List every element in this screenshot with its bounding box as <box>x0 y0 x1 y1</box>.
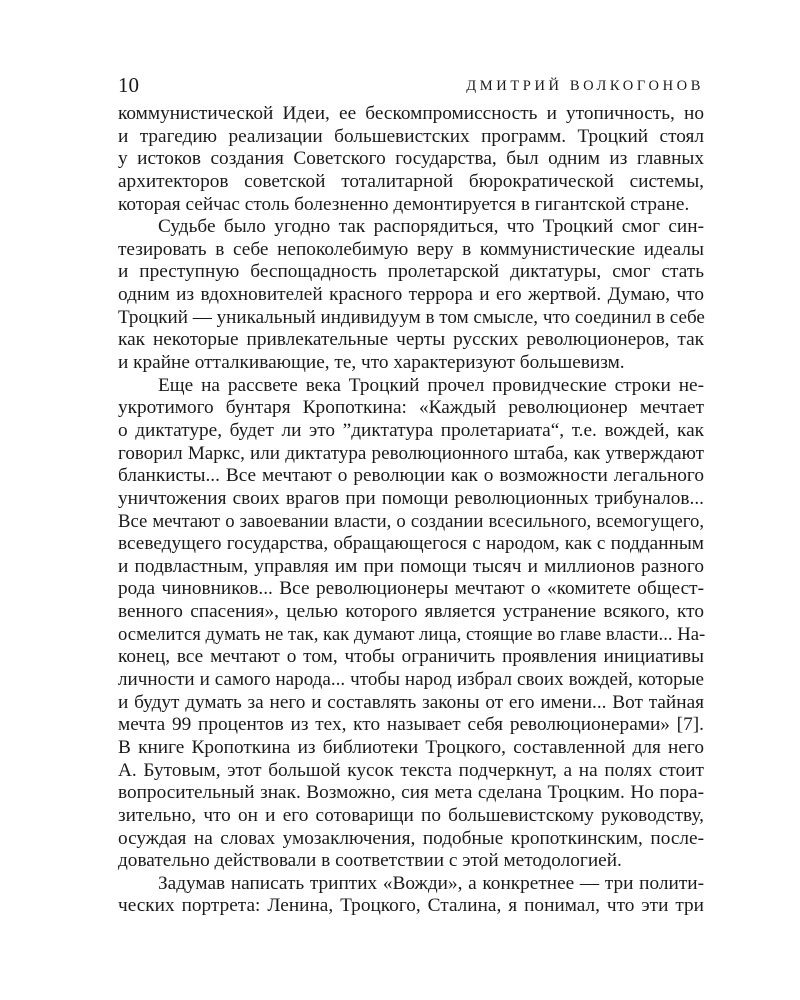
text-line: довательно действовали в соответствии с этой методологией. <box>118 850 622 872</box>
text-line: ческих портрета: Ленина, Троцкого, Сталина, я понимал, что эти три <box>118 895 704 917</box>
text-line: одним из вдохновителей красного террора и его жертвой. Думаю, что <box>118 284 704 306</box>
text-line: как некоторые привлекательные черты русских революционеров, так <box>118 329 704 351</box>
text-line: говорил Маркс, или диктатура революционного штаба, как утверждают <box>118 442 704 464</box>
text-line: у истоков создания Советского государства, был одним из главных <box>118 148 704 170</box>
text-line: и преступную беспощадность пролетарской диктатуры, смог стать <box>118 261 704 283</box>
text-line: личности и самого народа... чтобы народ избрал своих вождей, которые <box>118 669 704 691</box>
text-line: конец, все мечтают о том, чтобы ограничить проявления инициативы <box>118 646 704 668</box>
text-line: и крайне отталкивающие, те, что характеризуют большевизм. <box>118 352 625 374</box>
text-line: и подвластным, управляя им при помощи тысяч и миллионов разного <box>118 555 704 577</box>
text-line: вопросительный знак. Возможно, сия мета сделана Троцким. Но пора- <box>118 782 704 804</box>
page-number: 10 <box>118 73 139 97</box>
text-line: осмелится думать не так, как думают лица, стоящие во главе власти... На- <box>118 623 706 645</box>
running-head-author: ДМИТРИЙ ВОЛКОГОНОВ <box>466 78 704 94</box>
text-line: тезировать в себе непоколебимую веру в коммунистические идеалы <box>118 238 704 260</box>
text-line: осуждая на словах умозаключения, подобные кропоткинским, после- <box>118 827 704 849</box>
text-line: мечта 99 процентов из тех, кто называет себя революционерами» [7]. <box>118 714 704 736</box>
page-header <box>118 72 704 98</box>
text-line: рода чиновников... Все революционеры мечтают о «комитете общест- <box>118 578 704 600</box>
text-line: о диктатуре, будет ли это ”диктатура пролетариата“, т.е. вождей, как <box>118 419 704 441</box>
text-line: которая сейчас столь болезненно демонтируется в гигантской стране. <box>118 193 690 215</box>
text-line: и трагедию реализации большевистских программ. Троцкий стоял <box>118 125 704 147</box>
text-line: В книге Кропоткина из библиотеки Троцкого, составленной для него <box>118 736 704 758</box>
text-line: Еще на рассвете века Троцкий прочел провидческие строки не- <box>158 374 704 396</box>
text-line: уничтожения своих врагов при помощи революционных трибуналов... <box>118 487 704 509</box>
text-line: укротимого бунтаря Кропоткина: «Каждый революционер мечтает <box>118 397 704 419</box>
text-line: Судьбе было угодно так распорядиться, что Троцкий смог син- <box>158 216 704 238</box>
text-line: и будут думать за него и составлять законы от его имени... Вот тайная <box>118 691 704 713</box>
text-line: Троцкий — уникальный индивидуум в том смысле, что соединил в себе <box>118 306 705 328</box>
body-text <box>118 103 704 918</box>
text-line: коммунистической Идеи, ее бескомпромиссность и утопичность, но <box>118 103 704 124</box>
text-line: бланкисты... Все мечтают о революции как о возможности легального <box>118 465 704 487</box>
text-line: А. Бутовым, этот большой кусок текста подчеркнут, а на полях стоит <box>118 759 704 781</box>
text-line: Все мечтают о завоевании власти, о создании всесильного, всемогущего, <box>118 510 704 532</box>
text-line: зительно, что он и его сотоварищи по большевистскому руководству, <box>118 804 704 826</box>
text-line: всеведущего государства, обращающегося с народом, как с подданным <box>118 533 704 555</box>
text-line: Задумав написать триптих «Вожди», а конкретнее — три полити- <box>158 872 704 894</box>
text-line: архитекторов советской тоталитарной бюрократической системы, <box>118 170 704 192</box>
text-line: венного спасения», целью которого является устранение всякого, кто <box>118 601 704 623</box>
